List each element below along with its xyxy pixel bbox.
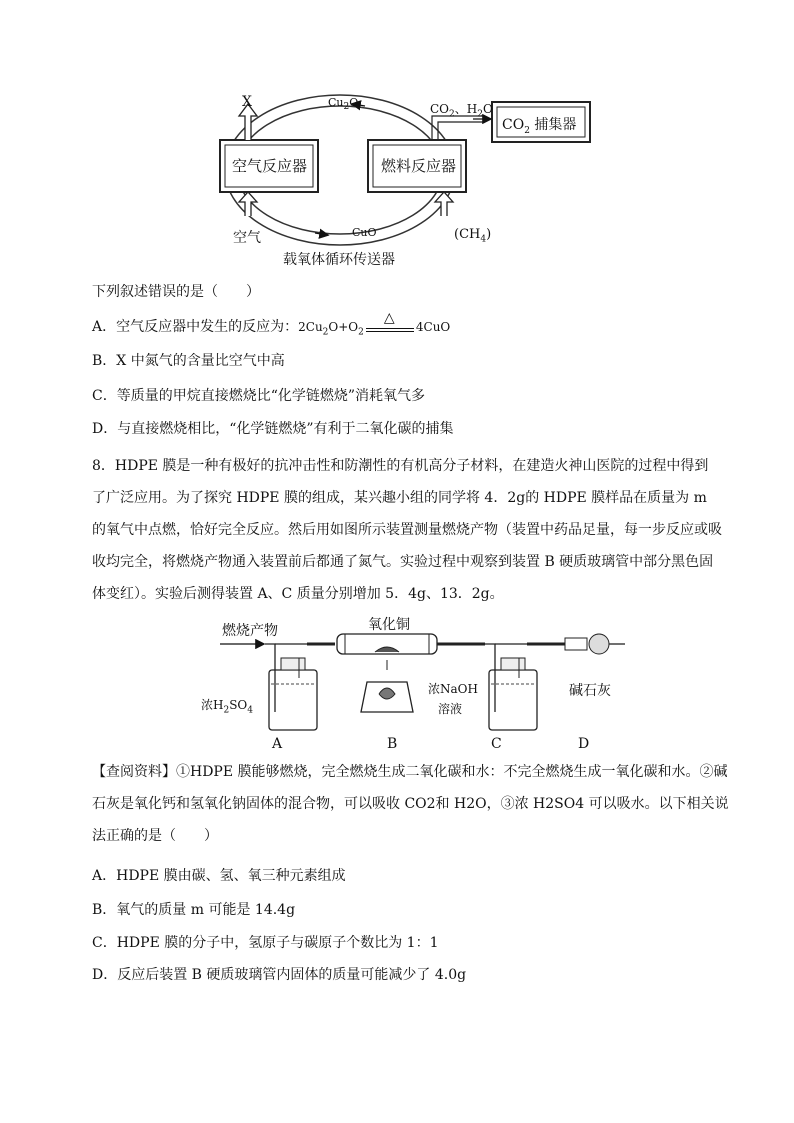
products-label: $CO_2$、$H_2O$ — [430, 102, 493, 120]
cu2o-label: $Cu_2O$ — [328, 96, 359, 113]
drying-tube-d — [565, 634, 625, 654]
h2so4-label: 浓$H_2SO_4$ — [201, 698, 253, 716]
diagram-caption: 载氧体循环传送器 — [283, 252, 395, 268]
q8-option-d: D．反应后装置 B 硬质玻璃管内固体的质量可能减少了 4.0g — [92, 967, 467, 983]
q7-option-a — [92, 310, 451, 342]
naoh-label-1: 浓NaOH — [428, 682, 478, 696]
q8-info: 【查阅资料】①HDPE 膜能够燃烧，完全燃烧生成二氧化碳和水：不完全燃烧生成一氧化碳和水。②碱石灰是氧化钙和氢氧化钠固体的混合物，可以吸收 CO2和 H2O，③浓 H2SO4 可以吸水。以下相关说法正确的是（ ） — [92, 764, 729, 844]
sodalime-label: 碱石灰 — [569, 683, 611, 699]
q8-option-a: A．HDPE 膜由碳、氢、氧三种元素组成 — [92, 868, 346, 884]
bottle-a — [265, 644, 317, 730]
q7-equation-left: $2Cu_2O+O_2$ — [298, 320, 364, 338]
q7-option-a-prefix: A．空气反应器中发生的反应为： — [92, 319, 299, 335]
q7-option-d: D．与直接燃烧相比，“化学链燃烧”有利于二氧化碳的捕集 — [92, 421, 454, 437]
air-label: 空气 — [233, 230, 261, 246]
label-d: D — [578, 736, 590, 752]
cuo-loop-label: CuO — [352, 226, 377, 239]
gas-in-label: 燃烧产物 — [222, 623, 278, 639]
q7-option-c: C．等质量的甲烷直接燃烧比“化学链燃烧”消耗氧气多 — [92, 388, 426, 404]
q7-equation-right: 4CuO — [415, 320, 451, 334]
x-label: X — [242, 94, 252, 110]
combustion-tube-b — [337, 634, 437, 712]
ch4-inlet-arrow — [435, 192, 453, 216]
ch4-label: $(CH_4)$ — [454, 227, 492, 245]
q8-option-b: B．氧气的质量 m 可能是 14.4g — [92, 902, 296, 918]
naoh-label-2: 溶液 — [438, 702, 463, 716]
air-reactor-label: 空气反应器 — [232, 157, 308, 175]
air-inlet-arrow — [239, 192, 257, 216]
co2-collector-label: $CO_2$ 捕集器 — [502, 117, 577, 136]
label-a: A — [272, 736, 283, 752]
q7-option-b: B．X 中氮气的含量比空气中高 — [92, 353, 285, 369]
label-c: C — [491, 736, 502, 752]
cuo-apparatus-label: 氧化铜 — [368, 617, 410, 633]
heat-symbol: △ — [383, 310, 395, 326]
q8-text: 8．HDPE 膜是一种有极好的抗冲击性和防潮性的有机高分子材料，在建造火神山医院的过程中得到了广泛应用。为了探究 HDPE 膜的组成，某兴趣小组的同学将 4．2g的 HDPE 膜样品在质量为 m 的氧气中点燃，恰好完全反应。然后用如图所示装置测量燃烧产物（装置中药品足量，每一步反应或吸收均完全，将燃烧产物通入装置前后都通了氮气。实验过程中观察到装置 B 硬质玻璃管中部分黑色固体变红）。实验后测得装置 A、C 质量分别增加 5．4g、13．2g。 — [92, 458, 722, 602]
q8-option-c: C．HDPE 膜的分子中，氢原子与碳原子个数比为 1：1 — [92, 935, 439, 951]
fuel-reactor-label: 燃料反应器 — [381, 157, 457, 175]
label-b: B — [387, 736, 398, 752]
bottle-c — [485, 644, 537, 730]
q7-stem: 下列叙述错误的是（ ） — [92, 284, 260, 300]
